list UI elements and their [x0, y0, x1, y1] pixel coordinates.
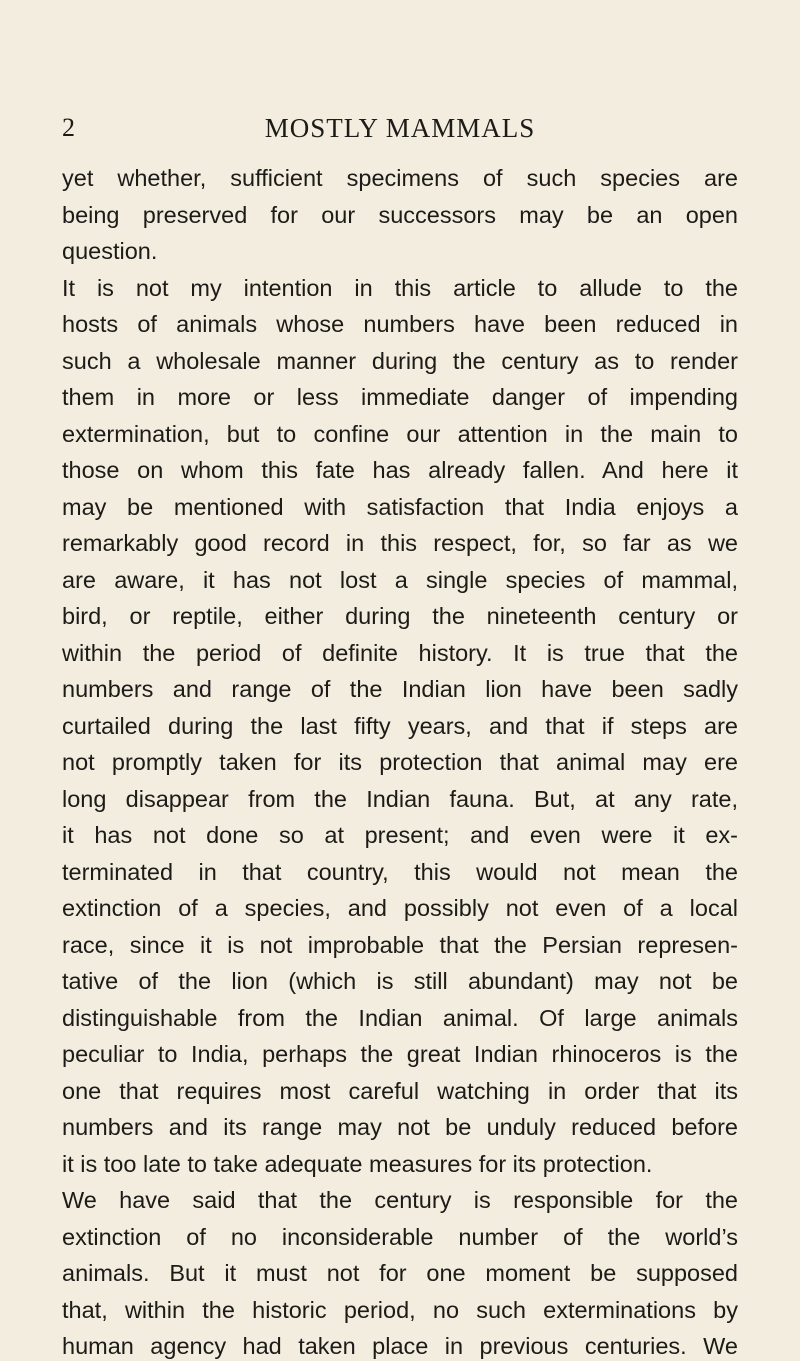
- text-line: extinction of a species, and possibly not even of a local: [62, 895, 738, 921]
- text-line: numbers and its range may not be unduly reduced before: [62, 1114, 738, 1140]
- text-line: peculiar to India, perhaps the great Indian rhinoceros is the: [62, 1041, 738, 1067]
- text-line: race, since it is not improbable that the Persian represen-: [62, 931, 738, 958]
- text-line: such a wholesale manner during the century as to render: [62, 347, 738, 374]
- text-line: curtailed during the last fifty years, and that if steps are: [62, 712, 738, 739]
- text-line: extermination, but to confine our attention in the main to: [62, 420, 738, 447]
- running-head: MOSTLY MAMMALS: [264, 113, 536, 143]
- text-line: not promptly taken for its protection that animal may ere: [62, 749, 738, 775]
- body-text: [62, 160, 738, 1361]
- text-line: being preserved for our successors may be an open: [62, 201, 738, 228]
- text-line: hosts of animals whose numbers have been reduced in: [62, 311, 738, 337]
- text-line: it has not done so at present; and even were it ex-: [62, 822, 738, 848]
- text-line: one that requires most careful watching in order that its: [62, 1077, 738, 1104]
- text-line: distinguishable from the Indian animal. Of large animals: [62, 1004, 738, 1031]
- text-line: yet whether, sufficient specimens of such species are: [62, 165, 738, 191]
- page-header: [0, 112, 800, 144]
- page-number: 2: [62, 113, 75, 142]
- text-line: tative of the lion (which is still abundant) may not be: [62, 968, 738, 994]
- text-line: within the period of definite history. It is true that the: [62, 639, 738, 666]
- text-line: bird, or reptile, either during the nineteenth century or: [62, 603, 738, 629]
- text-line: extinction of no inconsiderable number of the world’s: [62, 1223, 738, 1250]
- text-line: It is not my intention in this article to allude to the: [62, 274, 738, 301]
- text-line: numbers and range of the Indian lion have been sadly: [62, 676, 738, 702]
- text-line: remarkably good record in this respect, for, so far as we: [62, 530, 738, 556]
- text-line: that, within the historic period, no such exterminations by: [62, 1296, 738, 1323]
- text-line: terminated in that country, this would not mean the: [62, 858, 738, 885]
- text-line: human agency had taken place in previous centuries. We: [62, 1333, 738, 1359]
- text-line: We have said that the century is responsible for the: [62, 1187, 738, 1213]
- text-line: long disappear from the Indian fauna. But, at any rate,: [62, 785, 738, 812]
- text-line: them in more or less immediate danger of impending: [62, 384, 738, 410]
- text-line: are aware, it has not lost a single species of mammal,: [62, 566, 738, 593]
- text-line: question.: [62, 238, 158, 264]
- text-line: may be mentioned with satisfaction that India enjoys a: [62, 493, 738, 520]
- text-line: those on whom this fate has already fallen. And here it: [62, 457, 738, 483]
- text-line: it is too late to take adequate measures for its protection.: [62, 1150, 653, 1177]
- text-line: animals. But it must not for one moment be supposed: [62, 1260, 738, 1286]
